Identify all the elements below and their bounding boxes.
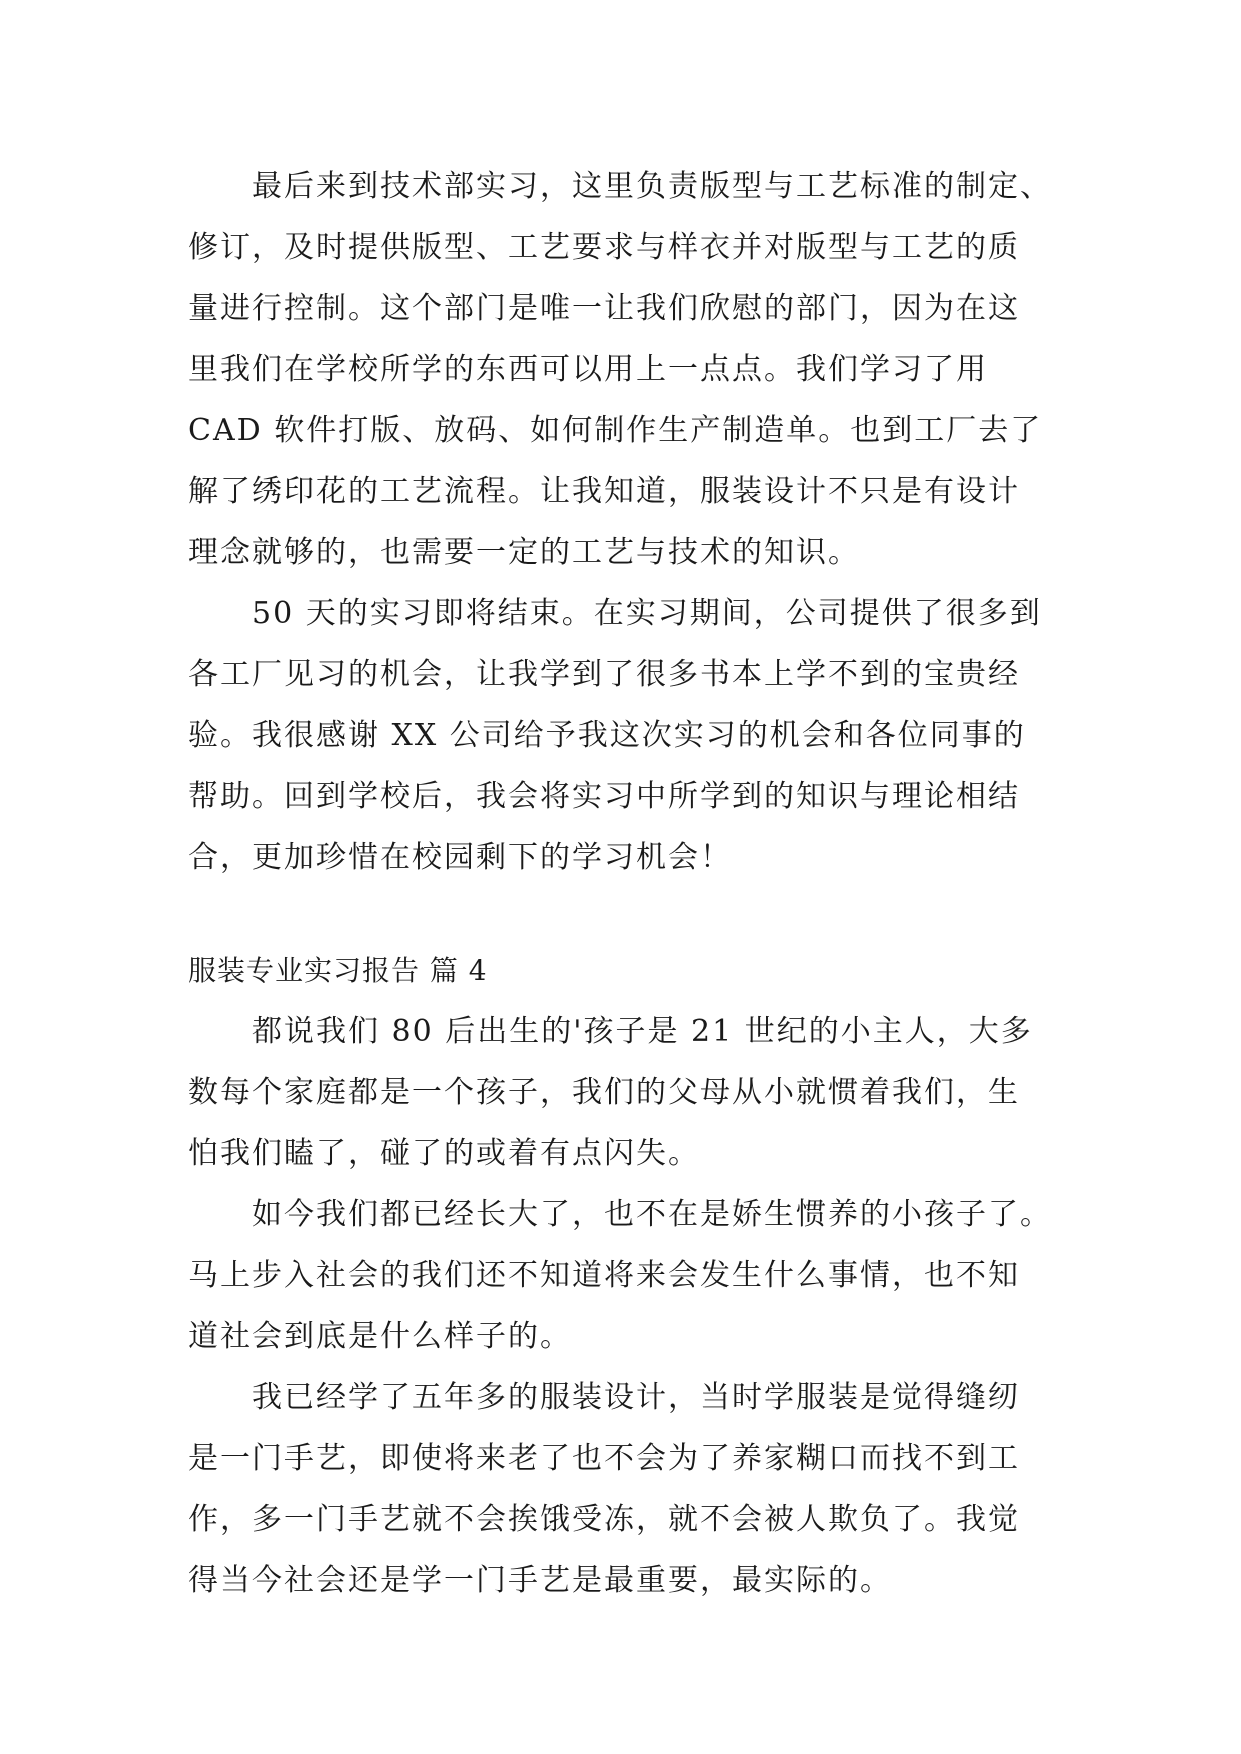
text-line: 最后来到技术部实习，这里负责版型与工艺标准的制定、 — [252, 169, 1052, 204]
text-line: 量进行控制。这个部门是唯一让我们欣慰的部门，因为在这 — [188, 291, 1020, 326]
paragraph — [188, 1184, 1088, 1367]
section-gap — [188, 888, 1088, 940]
text-line: 是一门手艺，即使将来老了也不会为了养家糊口而找不到工 — [188, 1441, 1020, 1476]
text-line: 道社会到底是什么样子的。 — [188, 1319, 572, 1354]
text-line: 解了绣印花的工艺流程。让我知道，服装设计不只是有设计 — [188, 474, 1020, 509]
paragraph — [188, 1367, 1088, 1611]
text-line: 得当今社会还是学一门手艺是最重要，最实际的。 — [188, 1563, 892, 1598]
paragraph — [188, 1001, 1088, 1184]
section-heading: 服装专业实习报告 篇 4 — [188, 954, 488, 987]
text-line: 数每个家庭都是一个孩子，我们的父母从小就惯着我们，生 — [188, 1075, 1020, 1110]
text-line: 作，多一门手艺就不会挨饿受冻，就不会被人欺负了。我觉 — [188, 1502, 1020, 1537]
text-line: 各工厂见习的机会，让我学到了很多书本上学不到的宝贵经 — [188, 657, 1020, 692]
text-line: 帮助。回到学校后，我会将实习中所学到的知识与理论相结 — [188, 779, 1020, 814]
text-line: 修订，及时提供版型、工艺要求与样衣并对版型与工艺的质 — [188, 230, 1020, 265]
paragraph — [188, 583, 1088, 888]
text-line: 如今我们都已经长大了，也不在是娇生惯养的小孩子了。 — [252, 1197, 1052, 1232]
text-line: CAD 软件打版、放码、如何制作生产制造单。也到工厂去了 — [188, 413, 1043, 448]
text-line: 里我们在学校所学的东西可以用上一点点。我们学习了用 — [188, 352, 988, 387]
text-line: 50 天的实习即将结束。在实习期间，公司提供了很多到 — [252, 596, 1042, 631]
text-line: 理念就够的，也需要一定的工艺与技术的知识。 — [188, 535, 860, 570]
text-line: 都说我们 80 后出生的'孩子是 21 世纪的小主人，大多 — [252, 1014, 1033, 1049]
text-line: 验。我很感谢 XX 公司给予我这次实习的机会和各位同事的 — [188, 718, 1026, 753]
text-line: 马上步入社会的我们还不知道将来会发生什么事情，也不知 — [188, 1258, 1020, 1293]
text-line: 合，更加珍惜在校园剩下的学习机会！ — [188, 840, 732, 875]
text-line: 怕我们瞌了，碰了的或着有点闪失。 — [188, 1136, 700, 1171]
paragraph — [188, 156, 1088, 583]
document-body — [188, 156, 1088, 1611]
text-line: 我已经学了五年多的服装设计，当时学服装是觉得缝纫 — [252, 1380, 1020, 1415]
